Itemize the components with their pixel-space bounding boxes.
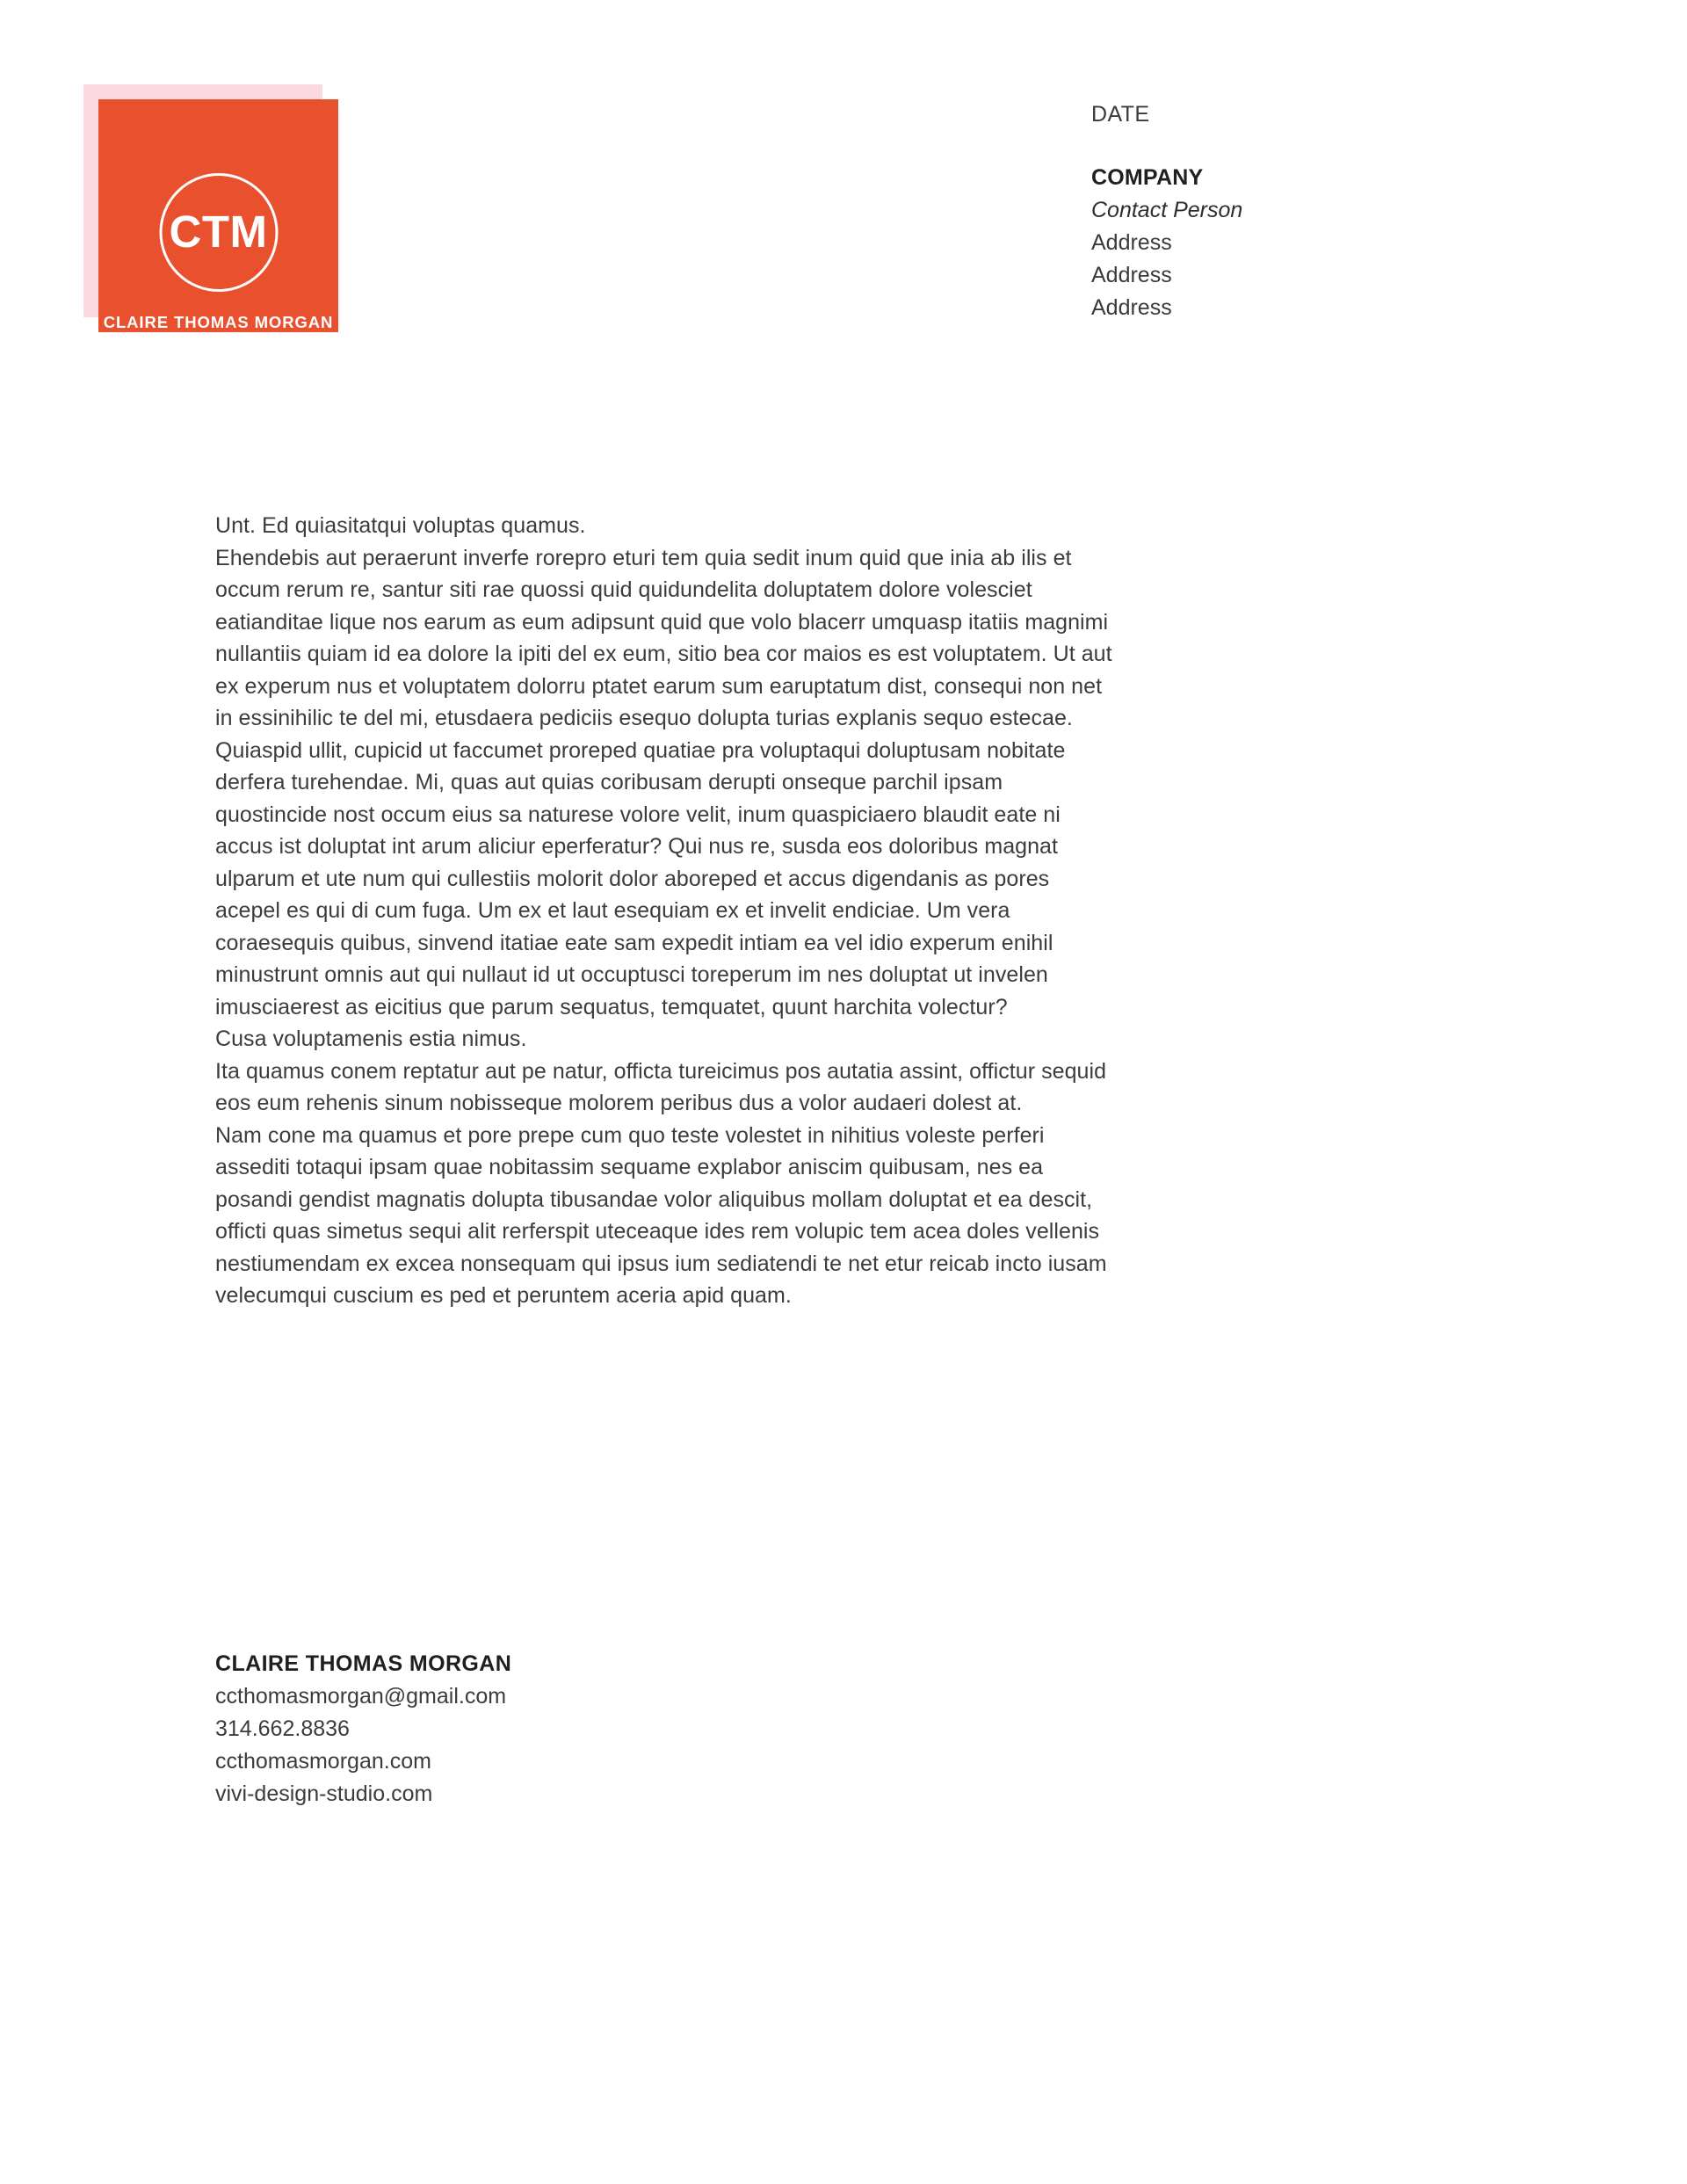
- recipient-company: COMPANY: [1091, 165, 1204, 190]
- date-placeholder: DATE: [1091, 102, 1150, 127]
- letter-paragraph: Nam cone ma quamus et pore prepe cum quo teste volestet in nihitius voleste perferi assediti totaqui ipsam quae nobitassim sequame explabor aniscim quibusam, nes ea posandi gendist magnatis dolupta tibusandae volor aliquibus mollam doluptat et ea descit, officti quas simetus sequi alit rerferspit uteceaque ides rem volupic tem acea doles vellenis nestiumendam ex excea nonsequam qui ipsus ium sediatendi te net etur reicab incto iusam velecumqui cuscium es ped et peruntem aceria apid quam.: [215, 1122, 1107, 1308]
- recipient-address-line-3: Address: [1091, 295, 1172, 320]
- logo-circle-outline: [159, 173, 278, 292]
- company-logo: [83, 84, 338, 332]
- signature-studio-website[interactable]: vivi-design-studio.com: [215, 1781, 433, 1806]
- signature-name: CLAIRE THOMAS MORGAN: [215, 1651, 512, 1676]
- recipient-block: [1091, 98, 1548, 324]
- letter-body: [215, 510, 1120, 1312]
- letter-paragraph: Cusa voluptamenis estia nimus.: [215, 1027, 527, 1051]
- logo-wordmark: CLAIRE THOMAS MORGAN: [103, 313, 334, 331]
- signature-email[interactable]: ccthomasmorgan@gmail.com: [215, 1684, 507, 1709]
- letter-paragraph: Unt. Ed quiasitatqui voluptas quamus.: [215, 513, 586, 538]
- signature-website[interactable]: ccthomasmorgan.com: [215, 1749, 431, 1774]
- recipient-address-line-2: Address: [1091, 263, 1172, 287]
- logo-monogram-text: CTM: [169, 207, 268, 257]
- recipient-address-line-1: Address: [1091, 230, 1172, 255]
- logo-orange-square: [98, 99, 338, 332]
- letter-paragraph: Ita quamus conem reptatur aut pe natur, officta tureicimus pos autatia assint, offictur sequid eos eum rehenis sinum nobisseque molorem peribus dus a volor audaeri dolest at.: [215, 1058, 1107, 1115]
- signature-phone[interactable]: 314.662.8836: [215, 1716, 350, 1741]
- letter-paragraph: Ehendebis aut peraerunt inverfe rorepro eturi tem quia sedit inum quid que inia ab ilis et occum rerum re, santur siti rae quossi quid quidundelita doluptatem dolore volesciet eatianditae lique nos earum as eum adipsunt quid que volo blacerr umquasp itatiis magnimi nullantiis quiam id ea dolore la ipiti del ex eum, sitio bea cor maios es est voluptatem. Ut aut ex experum nus et voluptatem dolorru ptatet earum sum earuptatum dist, consequi non net in essinihilic te del mi, etusdaera pediciis esequo dolupta turias explanis sequo estecae. Quiaspid ullit, cupicid ut faccumet proreped quatiae pra voluptaqui doluptusam nobitate derfera turehendae. Mi, quas aut quias coribusam derupti onseque parchil ipsam quostincide nost occum eius sa naturese volore velit, inum quaspiciaero blaudit eate ni accus ist doluptat int arum aliciur eperferatur? Qui nus re, susda eos doloribus magnat ulparum et ute num qui cullestiis molorit dolor aboreped et accus digendanis as pores acepel es qui di cum fuga. Um ex et laut esequiam ex et invelit endiciae. Um vera coraesequis quibus, sinvend itatiae eate sam expedit intiam ea vel idio experum enihil minustrunt omnis aut qui nullaut id ut occuptusci toreperum im nes doluptat ut invelen imusciaerest as eicitius que parum sequatus, temquatet, quunt harchita volectur?: [215, 545, 1112, 1019]
- recipient-contact-person: Contact Person: [1091, 198, 1243, 222]
- signature-block: [215, 1648, 742, 1810]
